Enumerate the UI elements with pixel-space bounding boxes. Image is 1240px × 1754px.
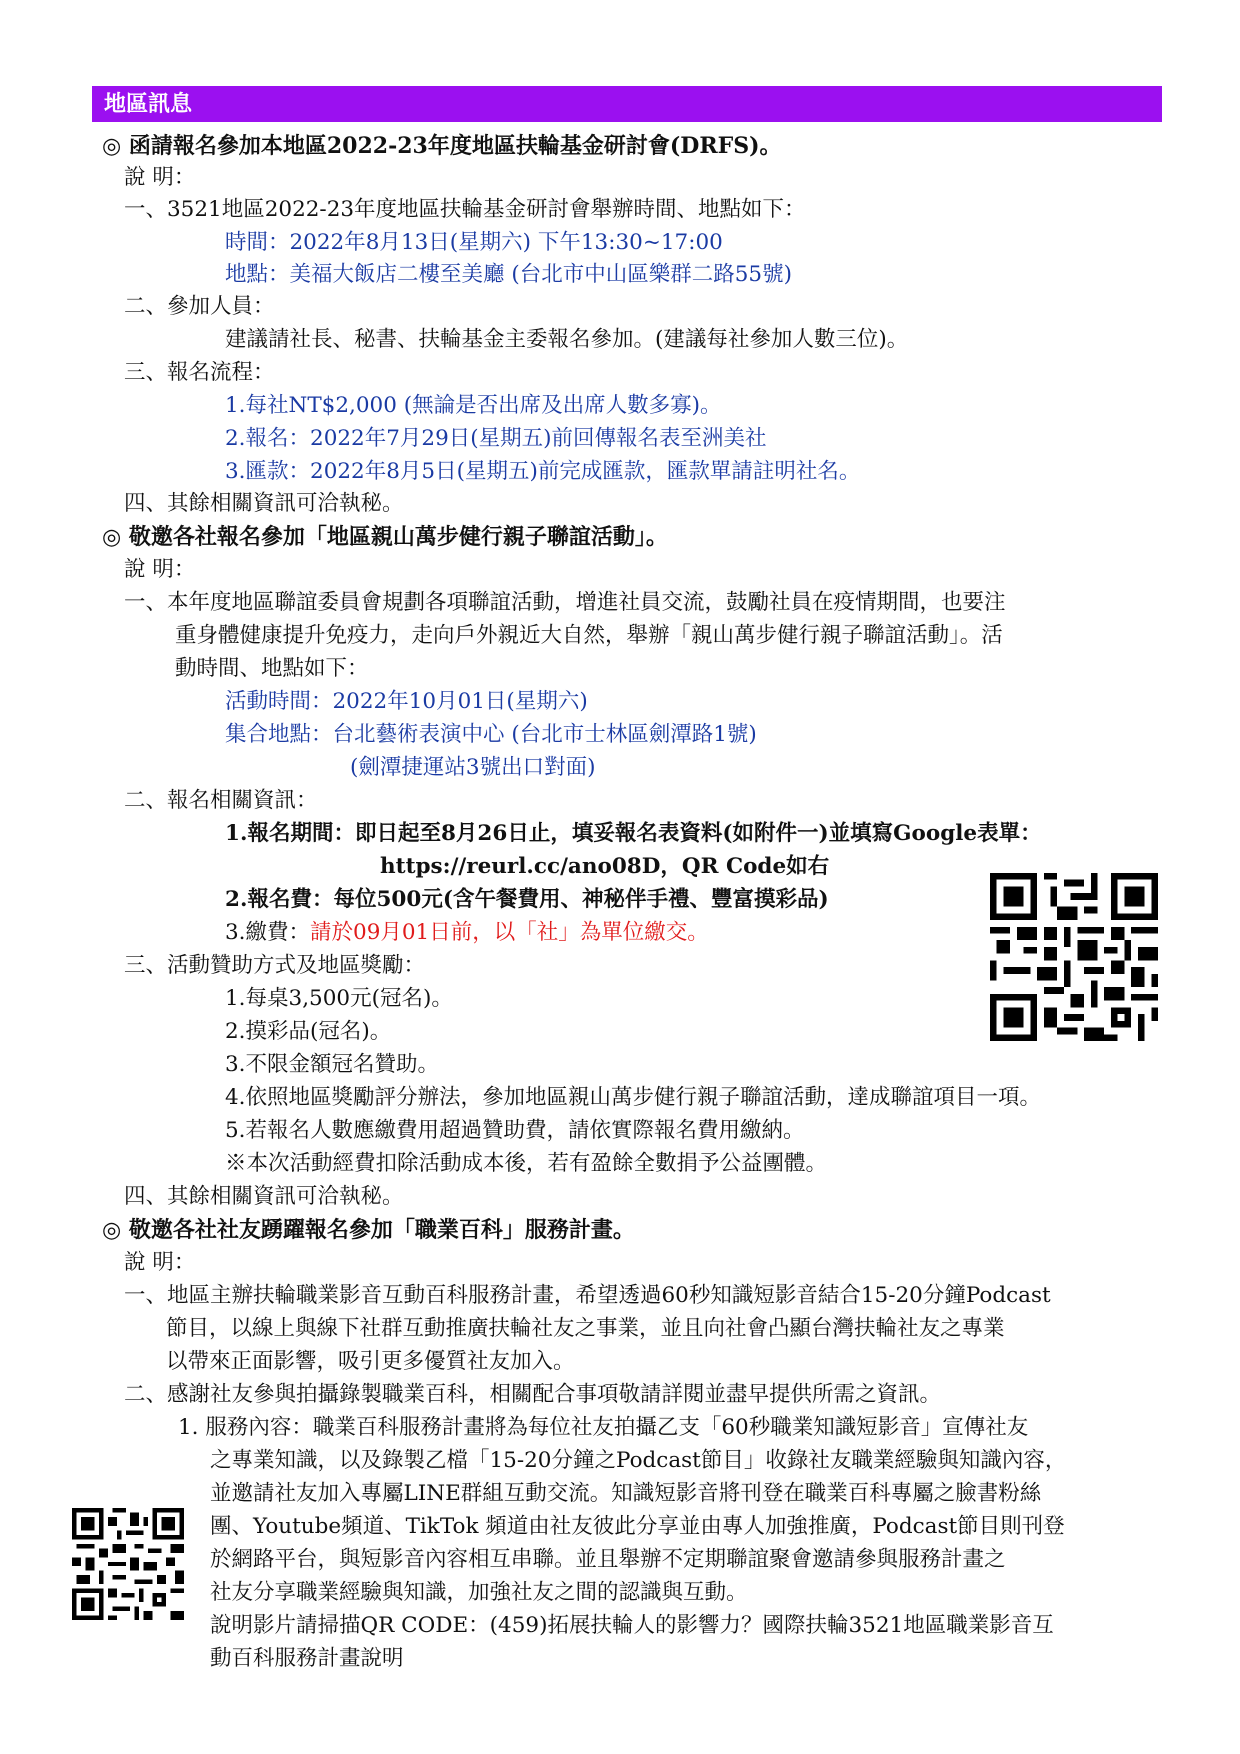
section2-payment <box>225 918 709 948</box>
section3-para-line5: 於網路平台，與短影音內容相互串聯。並且舉辦不定期聯誼聚會邀請參與服務計畫之 <box>210 1547 1006 1572</box>
section1-item3-fee: 1.每社NT$2,000 (無論是否出席及出席人數多寡)。 <box>225 393 722 418</box>
section2-item1-line1: 一、本年度地區聯誼委員會規劃各項聯誼活動，增進社員交流，鼓勵社員在疫情期間，也要注 <box>124 590 1006 615</box>
section1-desc-label: 說 明： <box>124 165 196 190</box>
section2-payment-label: 3.繳費： <box>225 920 311 945</box>
section1-item3: 三、報名流程： <box>124 360 275 385</box>
section1-item1: 一、3521地區2022-23年度地區扶輪基金研討會舉辦時間、地點如下： <box>124 197 806 222</box>
section3-para-line3: 並邀請社友加入專屬LINE群組互動交流。知識短影音將刊登在職業百科專屬之臉書粉絲 <box>210 1481 1042 1506</box>
section2-payment-note: 請於09月01日前，以「社」為單位繳交。 <box>310 920 709 945</box>
section2-sponsor-note: ※本次活動經費扣除活動成本後，若有盈餘全數捐予公益團體。 <box>225 1151 828 1176</box>
section3-desc-label: 說 明： <box>124 1250 196 1275</box>
section3-item1-line3: 以帶來正面影響，吸引更多優質社友加入。 <box>166 1349 575 1374</box>
section2-desc-label: 說 明： <box>124 557 196 582</box>
section3-item1-line2: 節目，以線上與線下社群互動推廣扶輪社友之事業，並且向社會凸顯台灣扶輪社友之專業 <box>166 1316 1005 1341</box>
section2-item1-line3: 動時間、地點如下： <box>175 656 369 681</box>
section2-place: 集合地點：台北藝術表演中心 (台北市士林區劍潭路1號) <box>225 722 757 747</box>
section3-heading: ◎ 敬邀各社社友踴躍報名參加「職業百科」服務計畫。 <box>102 1217 635 1243</box>
section2-item3: 三、活動贊助方式及地區獎勵： <box>124 953 426 978</box>
section2-heading: ◎ 敬邀各社報名參加「地區親山萬步健行親子聯誼活動」。 <box>102 524 668 550</box>
section3-item2: 二、感謝社友參與拍攝錄製職業百科，相關配合事項敬請詳閱並盡早提供所需之資訊。 <box>124 1382 942 1407</box>
section2-item4: 四、其餘相關資訊可洽執秘。 <box>124 1184 404 1209</box>
section3-para-line4: 團、Youtube頻道、TikTok 頻道由社友彼此分享並由專人加強推廣，Podcast節目則刊登 <box>210 1514 1065 1539</box>
section2-time: 活動時間：2022年10月01日(星期六) <box>225 689 588 714</box>
section2-sponsor1: 1.每桌3,500元(冠名)。 <box>225 986 453 1011</box>
section1-time: 時間：2022年8月13日(星期六) 下午13:30~17:00 <box>225 230 723 255</box>
section2-place-note: (劍潭捷運站3號出口對面) <box>350 755 596 780</box>
section2-sponsor5: 5.若報名人數應繳費用超過贊助費，請依實際報名費用繳納。 <box>225 1118 805 1143</box>
section-banner: 地區訊息 <box>92 86 1162 122</box>
registration-qr-code[interactable] <box>990 873 1158 1041</box>
section2-reg-fee: 2.報名費：每位500元(含午餐費用、神秘伴手禮、豐富摸彩品) <box>225 887 829 912</box>
section2-item1-line2: 重身體健康提升免疫力，走向戶外親近大自然，舉辦「親山萬步健行親子聯誼活動」。活 <box>175 623 1003 648</box>
section3-para-line7: 說明影片請掃描QR CODE：(459)拓展扶輪人的影響力？國際扶輪3521地區職業影音互 <box>210 1613 1054 1638</box>
section2-reg-link[interactable]: https://reurl.cc/ano08D，QR Code如右 <box>380 854 830 879</box>
section2-sponsor4: 4.依照地區獎勵評分辦法，參加地區親山萬步健行親子聯誼活動，達成聯誼項目一項。 <box>225 1085 1042 1110</box>
section1-place: 地點：美福大飯店二樓至美廳 (台北市中山區樂群二路55號) <box>225 262 792 287</box>
section3-item1-line1: 一、地區主辦扶輪職業影音互動百科服務計畫，希望透過60秒知識短影音結合15-20分鐘Podcast <box>124 1283 1051 1308</box>
section3-para-line6: 社友分享職業經驗與知識，加強社友之間的認識與互動。 <box>210 1580 748 1605</box>
section1-item3-register: 2.報名：2022年7月29日(星期五)前回傳報名表至洲美社 <box>225 426 767 451</box>
section1-item2-text: 建議請社長、秘書、扶輪基金主委報名參加。(建議每社參加人數三位)。 <box>225 327 909 352</box>
section1-item4: 四、其餘相關資訊可洽執秘。 <box>124 491 404 516</box>
section1-heading: ◎ 函請報名參加本地區2022-23年度地區扶輪基金研討會(DRFS)。 <box>102 133 782 159</box>
section3-para-line2: 之專業知識，以及錄製乙檔「15-20分鐘之Podcast節目」收錄社友職業經驗與知識內容， <box>210 1448 1067 1473</box>
section2-item2: 二、報名相關資訊： <box>124 788 318 813</box>
section2-reg-period: 1.報名期間：即日起至8月26日止，填妥報名表資料(如附件一)並填寫Google表單： <box>225 821 1042 846</box>
section2-sponsor2: 2.摸彩品(冠名)。 <box>225 1019 392 1044</box>
section1-item2: 二、參加人員： <box>124 294 275 319</box>
section2-sponsor3: 3.不限金額冠名贊助。 <box>225 1052 440 1077</box>
video-qr-code[interactable] <box>72 1508 184 1620</box>
section3-para-line1: 1. 服務內容：職業百科服務計畫將為每位社友拍攝乙支「60秒職業知識短影音」宣傳社友 <box>178 1415 1029 1440</box>
section1-item3-remit: 3.匯款：2022年8月5日(星期五)前完成匯款，匯款單請註明社名。 <box>225 459 861 484</box>
section3-para-line8: 動百科服務計畫說明 <box>210 1646 404 1671</box>
